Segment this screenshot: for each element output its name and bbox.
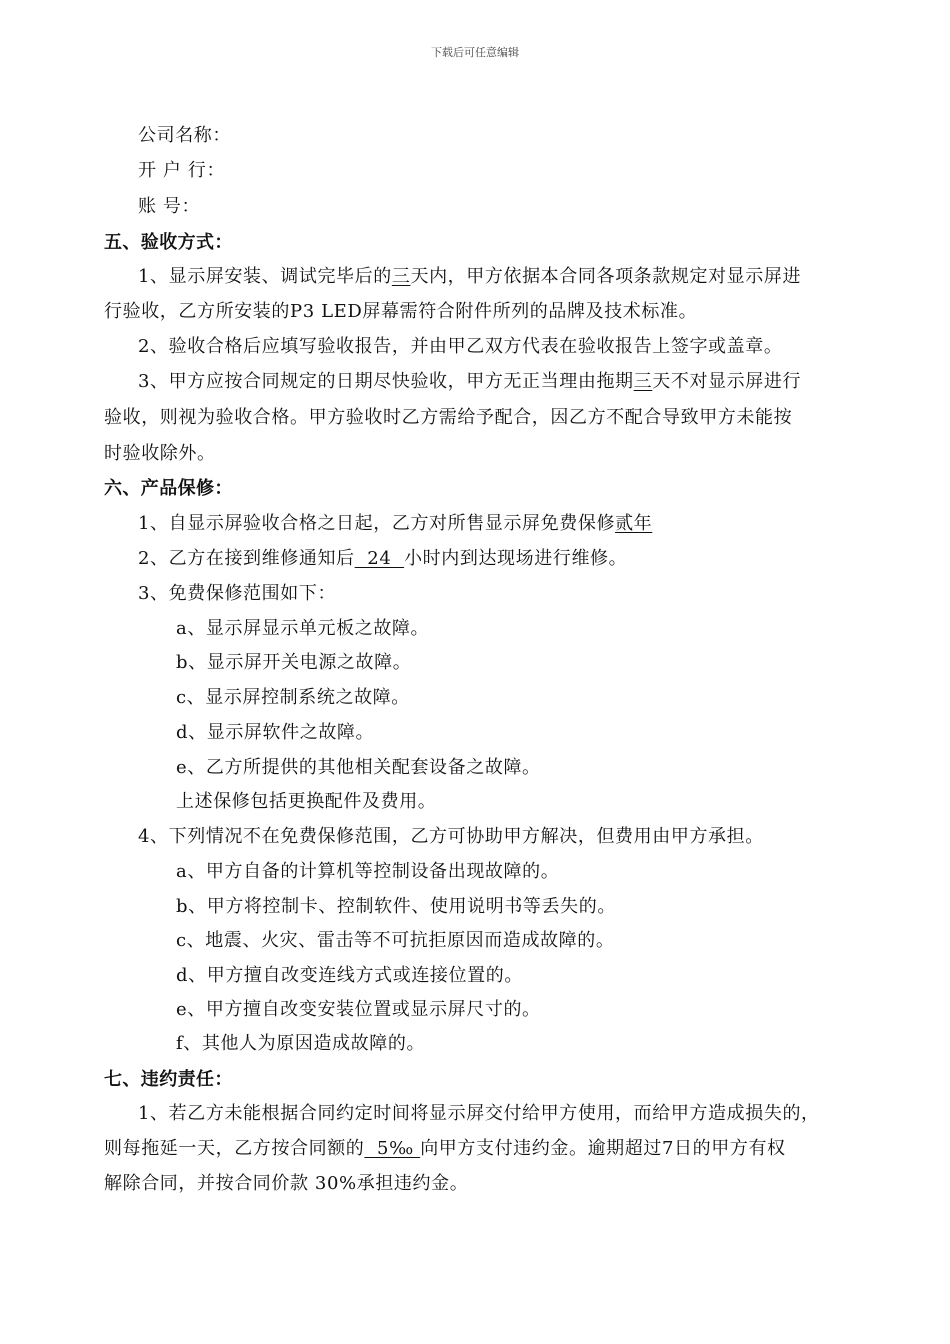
scope-item: d、显示屏软件之故障。 bbox=[176, 722, 375, 743]
exclusion-item: d、甲方擅自改变连线方式或连接位置的。 bbox=[176, 965, 523, 986]
sec5-item-3: 3、甲方应按合同规定的日期尽快验收，甲方无正当理由拖期三天不对显示屏进行 bbox=[138, 371, 802, 392]
scope-item: a、显示屏显示单元板之故障。 bbox=[176, 618, 430, 639]
exclusion-item: a、甲方自备的计算机等控制设备出现故障的。 bbox=[176, 861, 560, 882]
section-7-heading: 七、违约责任： bbox=[104, 1069, 233, 1090]
exclusion-item: e、甲方擅自改变安装位置或显示屏尺寸的。 bbox=[176, 999, 541, 1020]
sec5-item-1: 1、显示屏安装、调试完毕后的三天内，甲方依据本合同各项条款规定对显示屏进 bbox=[138, 266, 802, 287]
scope-item: c、显示屏控制系统之故障。 bbox=[176, 687, 410, 708]
section-6-heading: 六、产品保修： bbox=[104, 478, 233, 499]
sec5-item-3-cont: 验收，则视为验收合格。甲方验收时乙方需给予配合，因乙方不配合导致甲方未能按 bbox=[104, 407, 793, 428]
sec5-item-3-end: 时验收除外。 bbox=[104, 443, 216, 464]
sec6-item-1: 1、自显示屏验收合格之日起，乙方对所售显示屏免费保修贰年 bbox=[138, 513, 653, 534]
sec6-item-3: 3、免费保修范围如下： bbox=[138, 583, 337, 604]
sec5-item-1-cont: 行验收，乙方所安装的P3 LED屏幕需符合附件所列的品牌及技术标准。 bbox=[104, 301, 698, 322]
scope-item: e、乙方所提供的其他相关配套设备之故障。 bbox=[176, 757, 541, 778]
sec7-item-1-end: 解除合同，并按合同价款 30%承担违约金。 bbox=[104, 1173, 469, 1194]
sec7-item-1-cont: 则每拖延一天，乙方按合同额的 5‰ 向甲方支付违约金。逾期超过7日的甲方有权 bbox=[104, 1138, 786, 1159]
sec6-item-4: 4、下列情况不在免费保修范围，乙方可协助甲方解决，但费用由甲方承担。 bbox=[138, 826, 764, 847]
exclusion-item: b、甲方将控制卡、控制软件、使用说明书等丢失的。 bbox=[176, 896, 616, 917]
sec7-item-1: 1、若乙方未能根据合同约定时间将显示屏交付给甲方使用，而给甲方造成损失的， bbox=[138, 1103, 820, 1124]
page-header: 下载后可任意编辑 bbox=[431, 46, 519, 59]
scope-item: b、显示屏开关电源之故障。 bbox=[176, 652, 412, 673]
section-5-heading: 五、验收方式： bbox=[104, 232, 233, 253]
account-line: 账 号： bbox=[138, 196, 201, 217]
bank-line: 开 户 行： bbox=[138, 160, 226, 181]
exclusion-item: c、地震、火灾、雷击等不可抗拒原因而造成故障的。 bbox=[176, 930, 615, 951]
scope-note: 上述保修包括更换配件及费用。 bbox=[176, 791, 437, 812]
exclusion-item: f、其他人为原因造成故障的。 bbox=[176, 1033, 426, 1054]
company-name-line: 公司名称： bbox=[138, 125, 231, 146]
sec5-item-2: 2、验收合格后应填写验收报告，并由甲乙双方代表在验收报告上签字或盖章。 bbox=[138, 336, 783, 357]
sec6-item-2: 2、乙方在接到维修通知后 24 小时内到达现场进行维修。 bbox=[138, 548, 628, 569]
